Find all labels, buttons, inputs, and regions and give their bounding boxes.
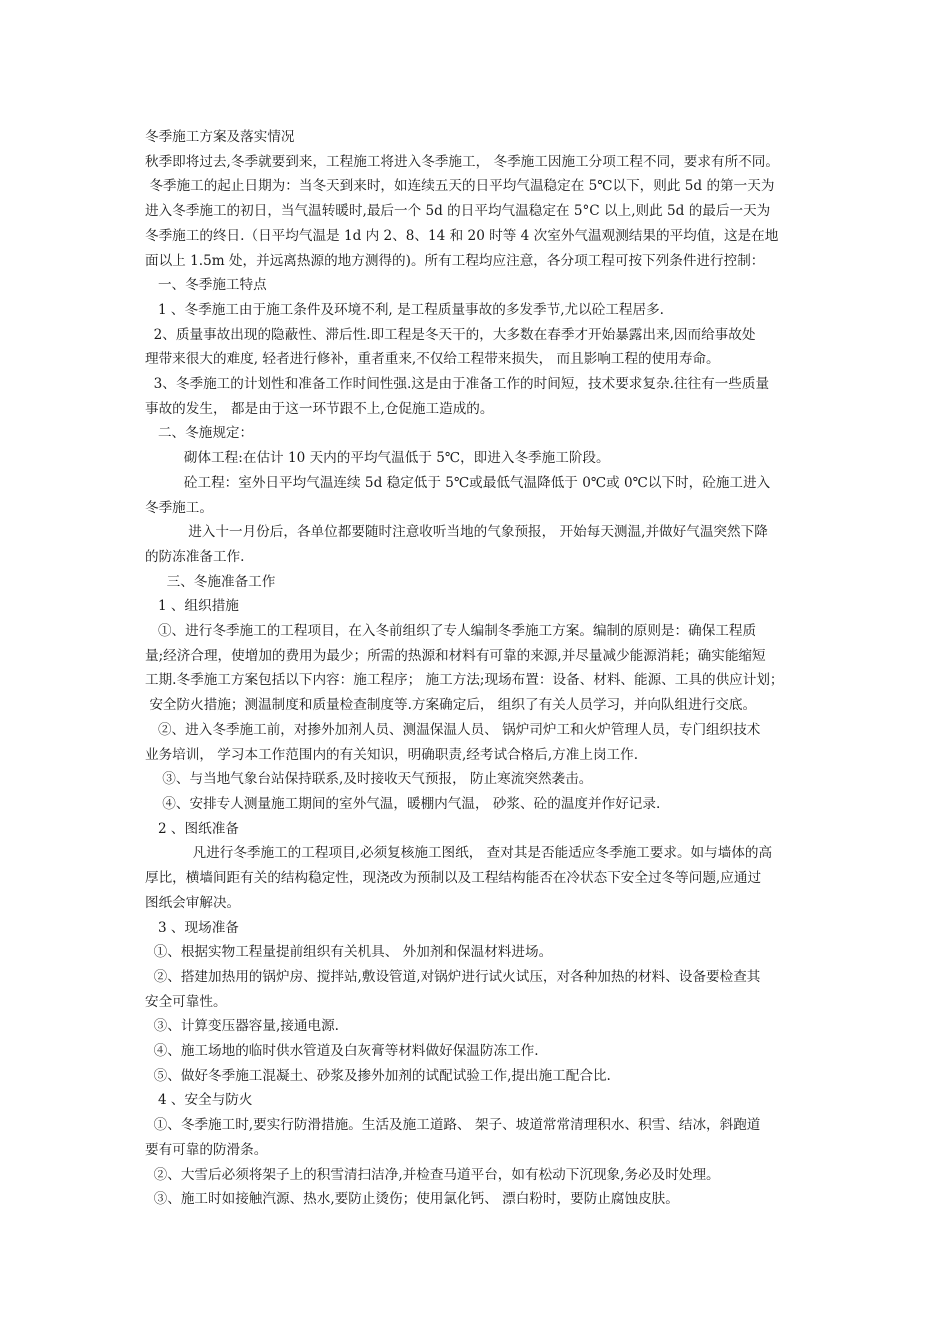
text-line: ⑤、做好冬季施工混凝土、砂浆及掺外加剂的试配试验工作,提出施工配合比. <box>145 1067 611 1084</box>
text-line: 砼工程：室外日平均气温连续 5d 稳定低于 5℃或最低气温降低于 0℃或 0℃以下时，砼施工进入 <box>145 474 771 491</box>
text-line: 砌体工程:在估计 10 天内的平均气温低于 5℃，即进入冬季施工阶段。 <box>145 450 610 467</box>
text-line: ④、安排专人测量施工期间的室外气温，暖棚内气温， 砂浆、砼的温度并作好记录. <box>145 795 661 812</box>
text-line: 图纸会审解决。 <box>145 894 241 911</box>
document-body <box>145 125 813 1212</box>
text-line: 厚比，横墙间距有关的结构稳定性，现浇改为预制以及工程结构能否在冷状态下安全过冬等问题,应通过 <box>145 870 762 887</box>
text-line: 要有可靠的防滑条。 <box>145 1141 268 1158</box>
text-line: 进入冬季施工的初日，当气温转暖时,最后一个 5d 的日平均气温稳定在 5°C 以上,则此 5d 的最后一天为 <box>145 203 771 220</box>
text-line: 3、冬季施工的计划性和准备工作时间性强.这是由于准备工作的时间短，技术要求复杂.往往有一些质量 <box>145 376 770 393</box>
document-title: 冬季施工方案及落实情况 <box>145 129 295 145</box>
text-line: ③、计算变压器容量,接通电源. <box>145 1018 340 1035</box>
text-line: ③、施工时如接触汽源、热水,要防止烫伤；使用氯化钙、 漂白粉时，要防止腐蚀皮肤。 <box>145 1191 679 1208</box>
text-line: 一、冬季施工特点 <box>145 277 267 294</box>
text-line: 理带来很大的难度, 轻者进行修补，重者重来,不仅给工程带来损失， 而且影响工程的使用寿命。 <box>145 351 720 368</box>
text-line: 工期.冬季施工方案包括以下内容：施工程序； 施工方法;现场布置：设备、材料、能源、工具的供应计划； <box>145 672 784 689</box>
text-line: 4 、安全与防火 <box>145 1092 253 1109</box>
text-line: 1 、冬季施工由于施工条件及环境不利, 是工程质量事故的多发季节,尤以砼工程居多. <box>145 301 664 318</box>
text-line: ②、大雪后必须将架子上的积雪清扫洁净,并检查马道平台，如有松动下沉现象,务必及时处理。 <box>145 1166 720 1183</box>
text-line: 2、质量事故出现的隐蔽性、滞后性.即工程是冬天干的，大多数在春季才开始暴露出来,因而给事故处 <box>145 326 756 343</box>
text-line: 的防冻准备工作. <box>145 548 245 565</box>
text-line: 2 、图纸准备 <box>145 820 239 837</box>
text-line: 安全防火措施；测温制度和质量检查制度等.方案确定后， 组织了有关人员学习，并向队组进行交底。 <box>145 697 757 714</box>
text-line: ②、进入冬季施工前，对掺外加剂人员、测温保温人员、 锅炉司炉工和火炉管理人员，专门组织技术 <box>145 721 761 738</box>
text-line: ②、搭建加热用的锅炉房、搅拌站,敷设管道,对锅炉进行试火试压，对各种加热的材料、设备要检查其 <box>145 968 761 985</box>
text-line: ①、根据实物工程量提前组织有关机具、 外加剂和保温材料进场。 <box>145 944 553 961</box>
text-line: 业务培训， 学习本工作范围内的有关知识，明确职责,经考试合格后,方准上岗工作. <box>145 746 639 763</box>
text-line: 量;经济合理，使增加的费用为最少；所需的热源和材料有可靠的来源,并尽量减少能源消耗；确实能缩短 <box>145 647 766 664</box>
text-line: 1 、组织措施 <box>145 598 239 615</box>
text-line: 面以上 1.5m 处，并远离热源的地方测得的)。所有工程均应注意，各分项工程可按下列条件进行控制： <box>145 252 765 269</box>
text-line: 进入十一月份后，各单位都要随时注意收听当地的气象预报， 开始每天测温,并做好气温突然下降 <box>145 524 768 541</box>
text-line: ④、施工场地的临时供水管道及白灰膏等材料做好保温防冻工作. <box>145 1043 539 1060</box>
text-line: 安全可靠性。 <box>145 993 227 1010</box>
text-line: 冬季施工的起止日期为：当冬天到来时，如连续五天的日平均气温稳定在 5℃以下，则此 5d 的第一天为 <box>145 178 775 195</box>
text-line: ①、冬季施工时,要实行防滑措施。生活及施工道路、 架子、坡道常常清理积水、积雪、结冰，斜跑道 <box>145 1117 761 1134</box>
text-line: 3 、现场准备 <box>145 919 239 936</box>
text-line: ③、与当地气象台站保持联系,及时接收天气预报， 防止寒流突然袭击。 <box>145 771 593 788</box>
text-line: 冬季施工。 <box>145 499 213 516</box>
text-line: 冬季施工的终日.（日平均气温是 1d 内 2、8、14 和 20 时等 4 次室外气温观测结果的平均值，这是在地 <box>145 227 779 244</box>
text-line: ①、进行冬季施工的工程项目，在入冬前组织了专人编制冬季施工方案。编制的原则是：确保工程质 <box>145 623 757 640</box>
text-line: 凡进行冬季施工的工程项目,必须复核施工图纸， 查对其是否能适应冬季施工要求。如与墙体的高 <box>145 845 773 862</box>
document-text <box>145 150 813 1212</box>
text-line: 秋季即将过去,冬季就要到来，工程施工将进入冬季施工， 冬季施工因施工分项工程不同，要求有所不同。 <box>145 153 779 170</box>
text-line: 二、冬施规定： <box>145 425 254 442</box>
text-line: 事故的发生， 都是由于这一环节跟不上,仓促施工造成的。 <box>145 400 494 417</box>
text-line: 三、冬施准备工作 <box>145 573 276 590</box>
